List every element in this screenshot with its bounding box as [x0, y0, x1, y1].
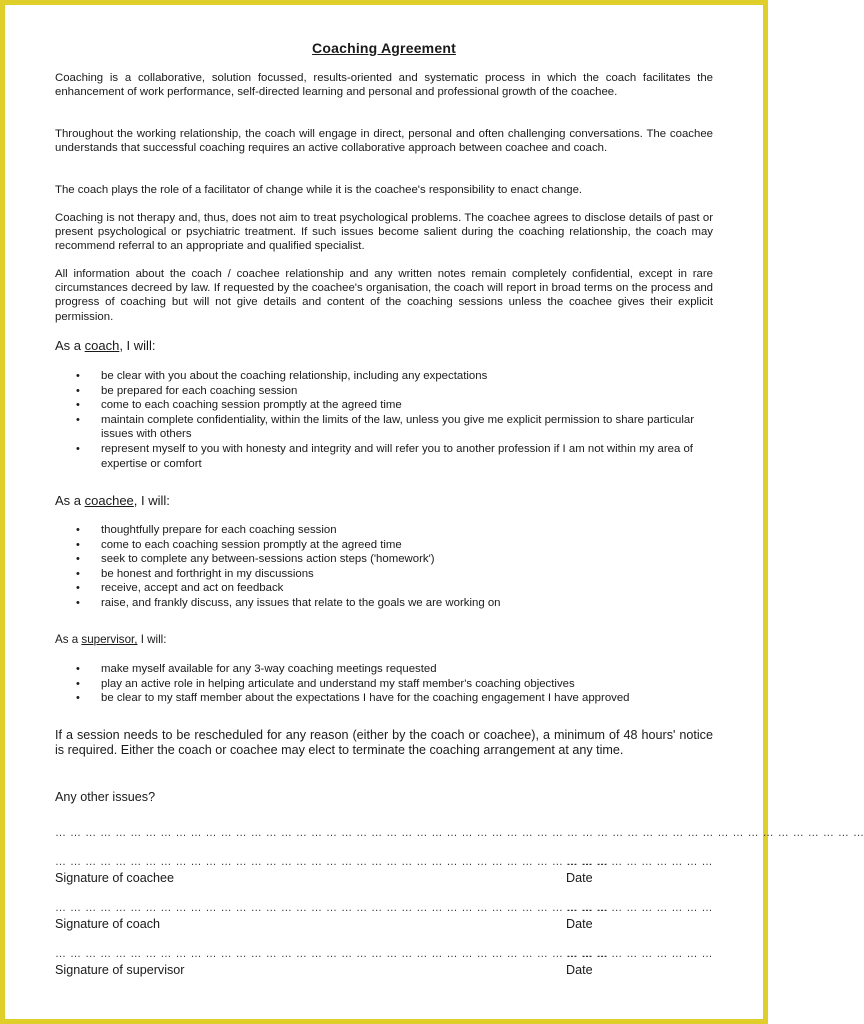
- list-item: [55, 413, 705, 442]
- bullet-icon: •: [76, 370, 80, 382]
- heading-role: coach: [84, 338, 120, 353]
- bullet-icon: •: [76, 384, 80, 397]
- paragraph-facilitator: The coach plays the role of a facilitator of change while it is the coachee's responsibility to enact change.: [55, 184, 583, 196]
- list-item-text: receive, accept and act on feedback: [101, 582, 284, 595]
- list-item: [55, 398, 705, 413]
- heading-prefix: As a: [55, 493, 85, 508]
- list-item: [55, 442, 705, 471]
- list-item: [55, 523, 705, 538]
- list-item-text: come to each coaching session promptly at the agreed time: [101, 399, 402, 412]
- bullet-icon: •: [76, 567, 80, 580]
- list-item: [55, 552, 705, 567]
- bullet-icon: •: [76, 413, 80, 426]
- coachee-section-heading: [55, 493, 170, 508]
- document-title: Coaching Agreement: [312, 40, 456, 56]
- list-item: [55, 538, 705, 553]
- heading-suffix: I will:: [137, 633, 167, 646]
- list-item: [55, 369, 705, 384]
- coachee-date-label: Date: [566, 871, 593, 885]
- list-item: [55, 384, 705, 399]
- supervisor-date-line: … … … … … … … … … …: [566, 948, 714, 960]
- heading-suffix: , I will:: [119, 338, 156, 353]
- heading-suffix: , I will:: [133, 493, 170, 508]
- list-item-text: seek to complete any between-sessions action steps ('homework'): [101, 553, 435, 566]
- coach-section-heading: [55, 338, 155, 353]
- coachee-commitments-list: [55, 523, 705, 611]
- supervisor-section-heading: [55, 633, 166, 646]
- supervisor-commitments-list: [55, 662, 705, 706]
- heading-role: supervisor,: [81, 633, 138, 646]
- bullet-icon: •: [76, 524, 80, 536]
- bullet-icon: •: [76, 677, 80, 690]
- paragraph-confidentiality: All information about the coach / coachee relationship and any written notes remain completely confidential, except in rare circumstances decreed by law. If requested by the coachee's organisation, the coach will report in broad terms on the process and progress of coaching but will not give details and content of the coaching sessions unless the coachee gives their explicit permission.: [55, 268, 713, 323]
- list-item-text: make myself available for any 3-way coaching meetings requested: [101, 663, 437, 675]
- other-issues-label: Any other issues?: [55, 790, 156, 804]
- supervisor-signature-line: … … … … … … … … … … … … … … … … … … … … … … … … … … … … … … … … … … … … …: [55, 948, 609, 960]
- list-item-text: play an active role in helping articulate and understand my staff member's coaching objectives: [101, 677, 575, 690]
- list-item: [55, 567, 705, 582]
- other-issues-line: … … … … … … … … … … … … … … … … … … … … … … … … … … … … … … … … … … … … … … … … … … … … … … … … … … … … … …: [55, 827, 864, 839]
- heading-prefix: As a: [55, 338, 85, 353]
- list-item-text: be clear with you about the coaching relationship, including any expectations: [101, 370, 488, 382]
- heading-role: coachee: [84, 493, 134, 508]
- bullet-icon: •: [76, 553, 80, 566]
- list-item: [55, 691, 705, 706]
- coach-commitments-list: [55, 369, 705, 471]
- bullet-icon: •: [76, 582, 80, 595]
- coachee-date-line: … … … … … … … … … …: [566, 856, 714, 868]
- list-item: [55, 677, 705, 692]
- list-item-text: be honest and forthright in my discussions: [101, 567, 314, 580]
- list-item-text: be prepared for each coaching session: [101, 384, 298, 397]
- coachee-signature-line: … … … … … … … … … … … … … … … … … … … … … … … … … … … … … … … … … … … … …: [55, 856, 609, 868]
- heading-prefix: As a: [55, 633, 82, 646]
- coach-signature-line: … … … … … … … … … … … … … … … … … … … … … … … … … … … … … … … … … … … … …: [55, 902, 609, 914]
- bullet-icon: •: [76, 399, 80, 412]
- paragraph-relationship: Throughout the working relationship, the coach will engage in direct, personal and often challenging conversations. The coachee understands that successful coaching requires an active collaborative approach between coachee and coach.: [55, 128, 713, 155]
- bullet-icon: •: [76, 663, 80, 675]
- supervisor-signature-label: Signature of supervisor: [55, 963, 185, 977]
- list-item-text: raise, and frankly discuss, any issues that relate to the goals we are working on: [101, 596, 501, 609]
- list-item-text: come to each coaching session promptly at the agreed time: [101, 538, 402, 551]
- list-item-text: represent myself to you with honesty and integrity and will refer you to another profession if I am not within my area of expertise or comfort: [101, 442, 693, 470]
- list-item: [55, 662, 705, 677]
- supervisor-date-label: Date: [566, 963, 593, 977]
- bullet-icon: •: [76, 538, 80, 551]
- coachee-signature-label: Signature of coachee: [55, 871, 175, 885]
- coach-date-label: Date: [566, 917, 593, 931]
- list-item-text: maintain complete confidentiality, within the limits of the law, unless you give me explicit permission to share particular issues with others: [101, 413, 695, 441]
- list-item: [55, 596, 705, 611]
- coach-signature-label: Signature of coach: [55, 917, 161, 931]
- bullet-icon: •: [76, 692, 80, 705]
- list-item: [55, 581, 705, 596]
- paragraph-therapy: Coaching is not therapy and, thus, does not aim to treat psychological problems. The coachee agrees to disclose details of past or present psychological or psychiatric treatment. If such issues become salient during the coaching relationship, the coach may recommend referral to an appropriate and qualified specialist.: [55, 212, 713, 253]
- bullet-icon: •: [76, 596, 80, 609]
- paragraph-rescheduling: If a session needs to be rescheduled for any reason (either by the coach or coachee), a minimum of 48 hours' notice is required. Either the coach or coachee may elect to terminate the coaching arrangement at any time.: [55, 728, 713, 758]
- list-item-text: be clear to my staff member about the expectations I have for the coaching engagement I have approved: [101, 692, 630, 705]
- list-item-text: thoughtfully prepare for each coaching session: [101, 524, 337, 536]
- bullet-icon: •: [76, 442, 80, 455]
- paragraph-intro: Coaching is a collaborative, solution focussed, results-oriented and systematic process in which the coach facilitates the enhancement of work performance, self-directed learning and personal and professional growth of the coachee.: [55, 72, 713, 99]
- coach-date-line: … … … … … … … … … …: [566, 902, 714, 914]
